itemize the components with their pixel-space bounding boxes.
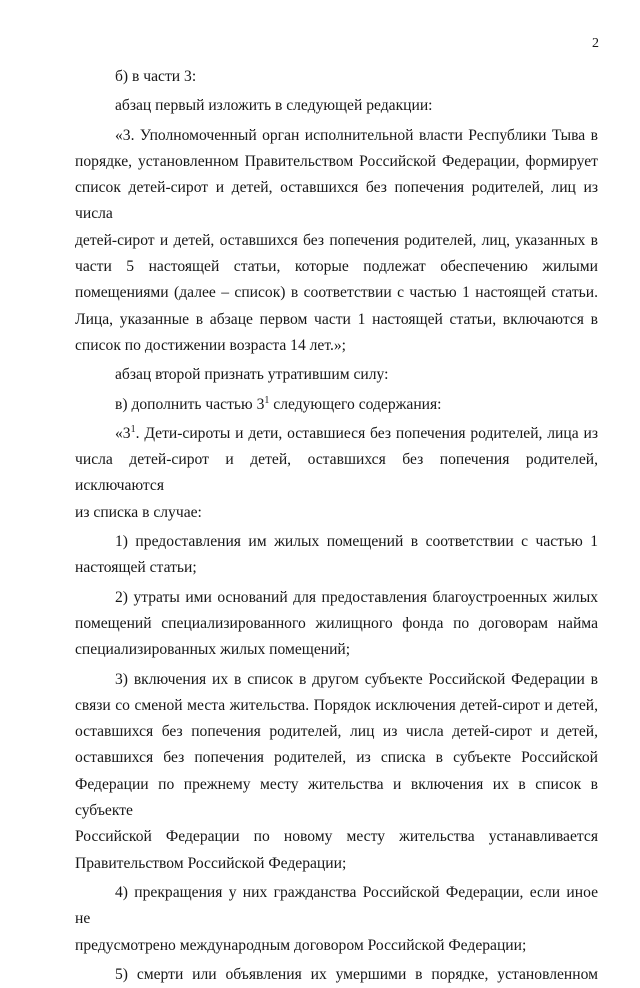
text-span: следующего содержания: — [269, 395, 442, 413]
text-line: «3. Уполномоченный орган исполнительной власти Республики Тыва в — [115, 126, 598, 144]
text-line: Российской Федерации по новому месту жительства устанавливается — [75, 828, 598, 846]
text-line: оставшихся без попечения родителей, из списка в субъекте Российской — [75, 749, 598, 767]
text-line: оставшихся без попечения родителей, лиц из числа детей-сирот и детей, — [75, 723, 598, 741]
paragraph-abzac-second: абзац второй признать утратившим силу: — [115, 366, 389, 384]
paragraph-point-3 — [75, 123, 598, 360]
text-line: детей-сирот и детей, оставшихся без попечения родителей, лиц, указанных в — [75, 231, 598, 249]
list-item-5 — [75, 962, 598, 988]
text-line: помещений специализированного жилищного фонда по договорам найма — [75, 614, 598, 632]
text-line — [75, 421, 598, 447]
paragraph-v — [75, 392, 598, 418]
text-line: 5) смерти или объявления их умершими в порядке, установленном — [115, 965, 598, 983]
text-line: Лица, указанные в абзаце первом части 1 настоящей статьи, включаются в — [75, 310, 598, 328]
text-line: помещениями (далее – список) в соответствии с частью 1 настоящей статьи. — [75, 284, 598, 302]
list-item-4 — [75, 880, 598, 959]
text-line: связи со сменой места жительства. Порядок исключения детей-сирот и детей, — [75, 696, 598, 714]
text-line: Правительством Российской Федерации; — [75, 854, 347, 872]
list-item-2 — [75, 585, 598, 664]
list-item-3 — [75, 667, 598, 877]
text-line: настоящей статьи; — [75, 559, 197, 577]
paragraph-abzac-first: абзац первый изложить в следующей редакции: — [115, 97, 433, 115]
text-span: «3 — [115, 424, 131, 442]
text-line: порядке, установленном Правительством Российской Федерации, формирует — [75, 152, 598, 170]
text-line: список детей-сирот и детей, оставшихся без попечения родителей, лиц из числа — [75, 179, 598, 223]
text-line: из списка в случае: — [75, 503, 202, 521]
document-body — [75, 64, 598, 988]
text-line: 3) включения их в список в другом субъекте Российской Федерации в — [115, 670, 598, 688]
text-line: части 5 настоящей статьи, которые подлежат обеспечению жилыми — [75, 258, 598, 276]
text-line: числа детей-сирот и детей, оставшихся без попечения родителей, исключаются — [75, 451, 598, 495]
text-line: 2) утраты ими оснований для предоставления благоустроенных жилых — [115, 588, 598, 606]
superscript: 1 — [264, 394, 270, 406]
text-line: Федерации по прежнему месту жительства и включения их в список в субъекте — [75, 775, 598, 820]
text-line: 1) предоставления им жилых помещений в соответствии с частью 1 — [115, 533, 598, 551]
paragraph-b: б) в части 3: — [115, 68, 197, 85]
paragraph-point-3-1 — [75, 421, 598, 526]
text-line: 4) прекращения у них гражданства Российской Федерации, если иное не — [75, 883, 598, 928]
superscript: 1 — [130, 423, 136, 435]
text-line: список по достижении возраста 14 лет.»; — [75, 336, 347, 354]
text-line: специализированных жилых помещений; — [75, 641, 351, 659]
text-span: в) дополнить частью 3 — [115, 395, 265, 413]
page-number: 2 — [592, 36, 599, 51]
list-item-1 — [75, 529, 598, 582]
text-span: . Дети-сироты и дети, оставшиеся без попечения родителей, лица из — [135, 424, 598, 442]
text-line: предусмотрено международным договором Российской Федерации; — [75, 936, 527, 954]
